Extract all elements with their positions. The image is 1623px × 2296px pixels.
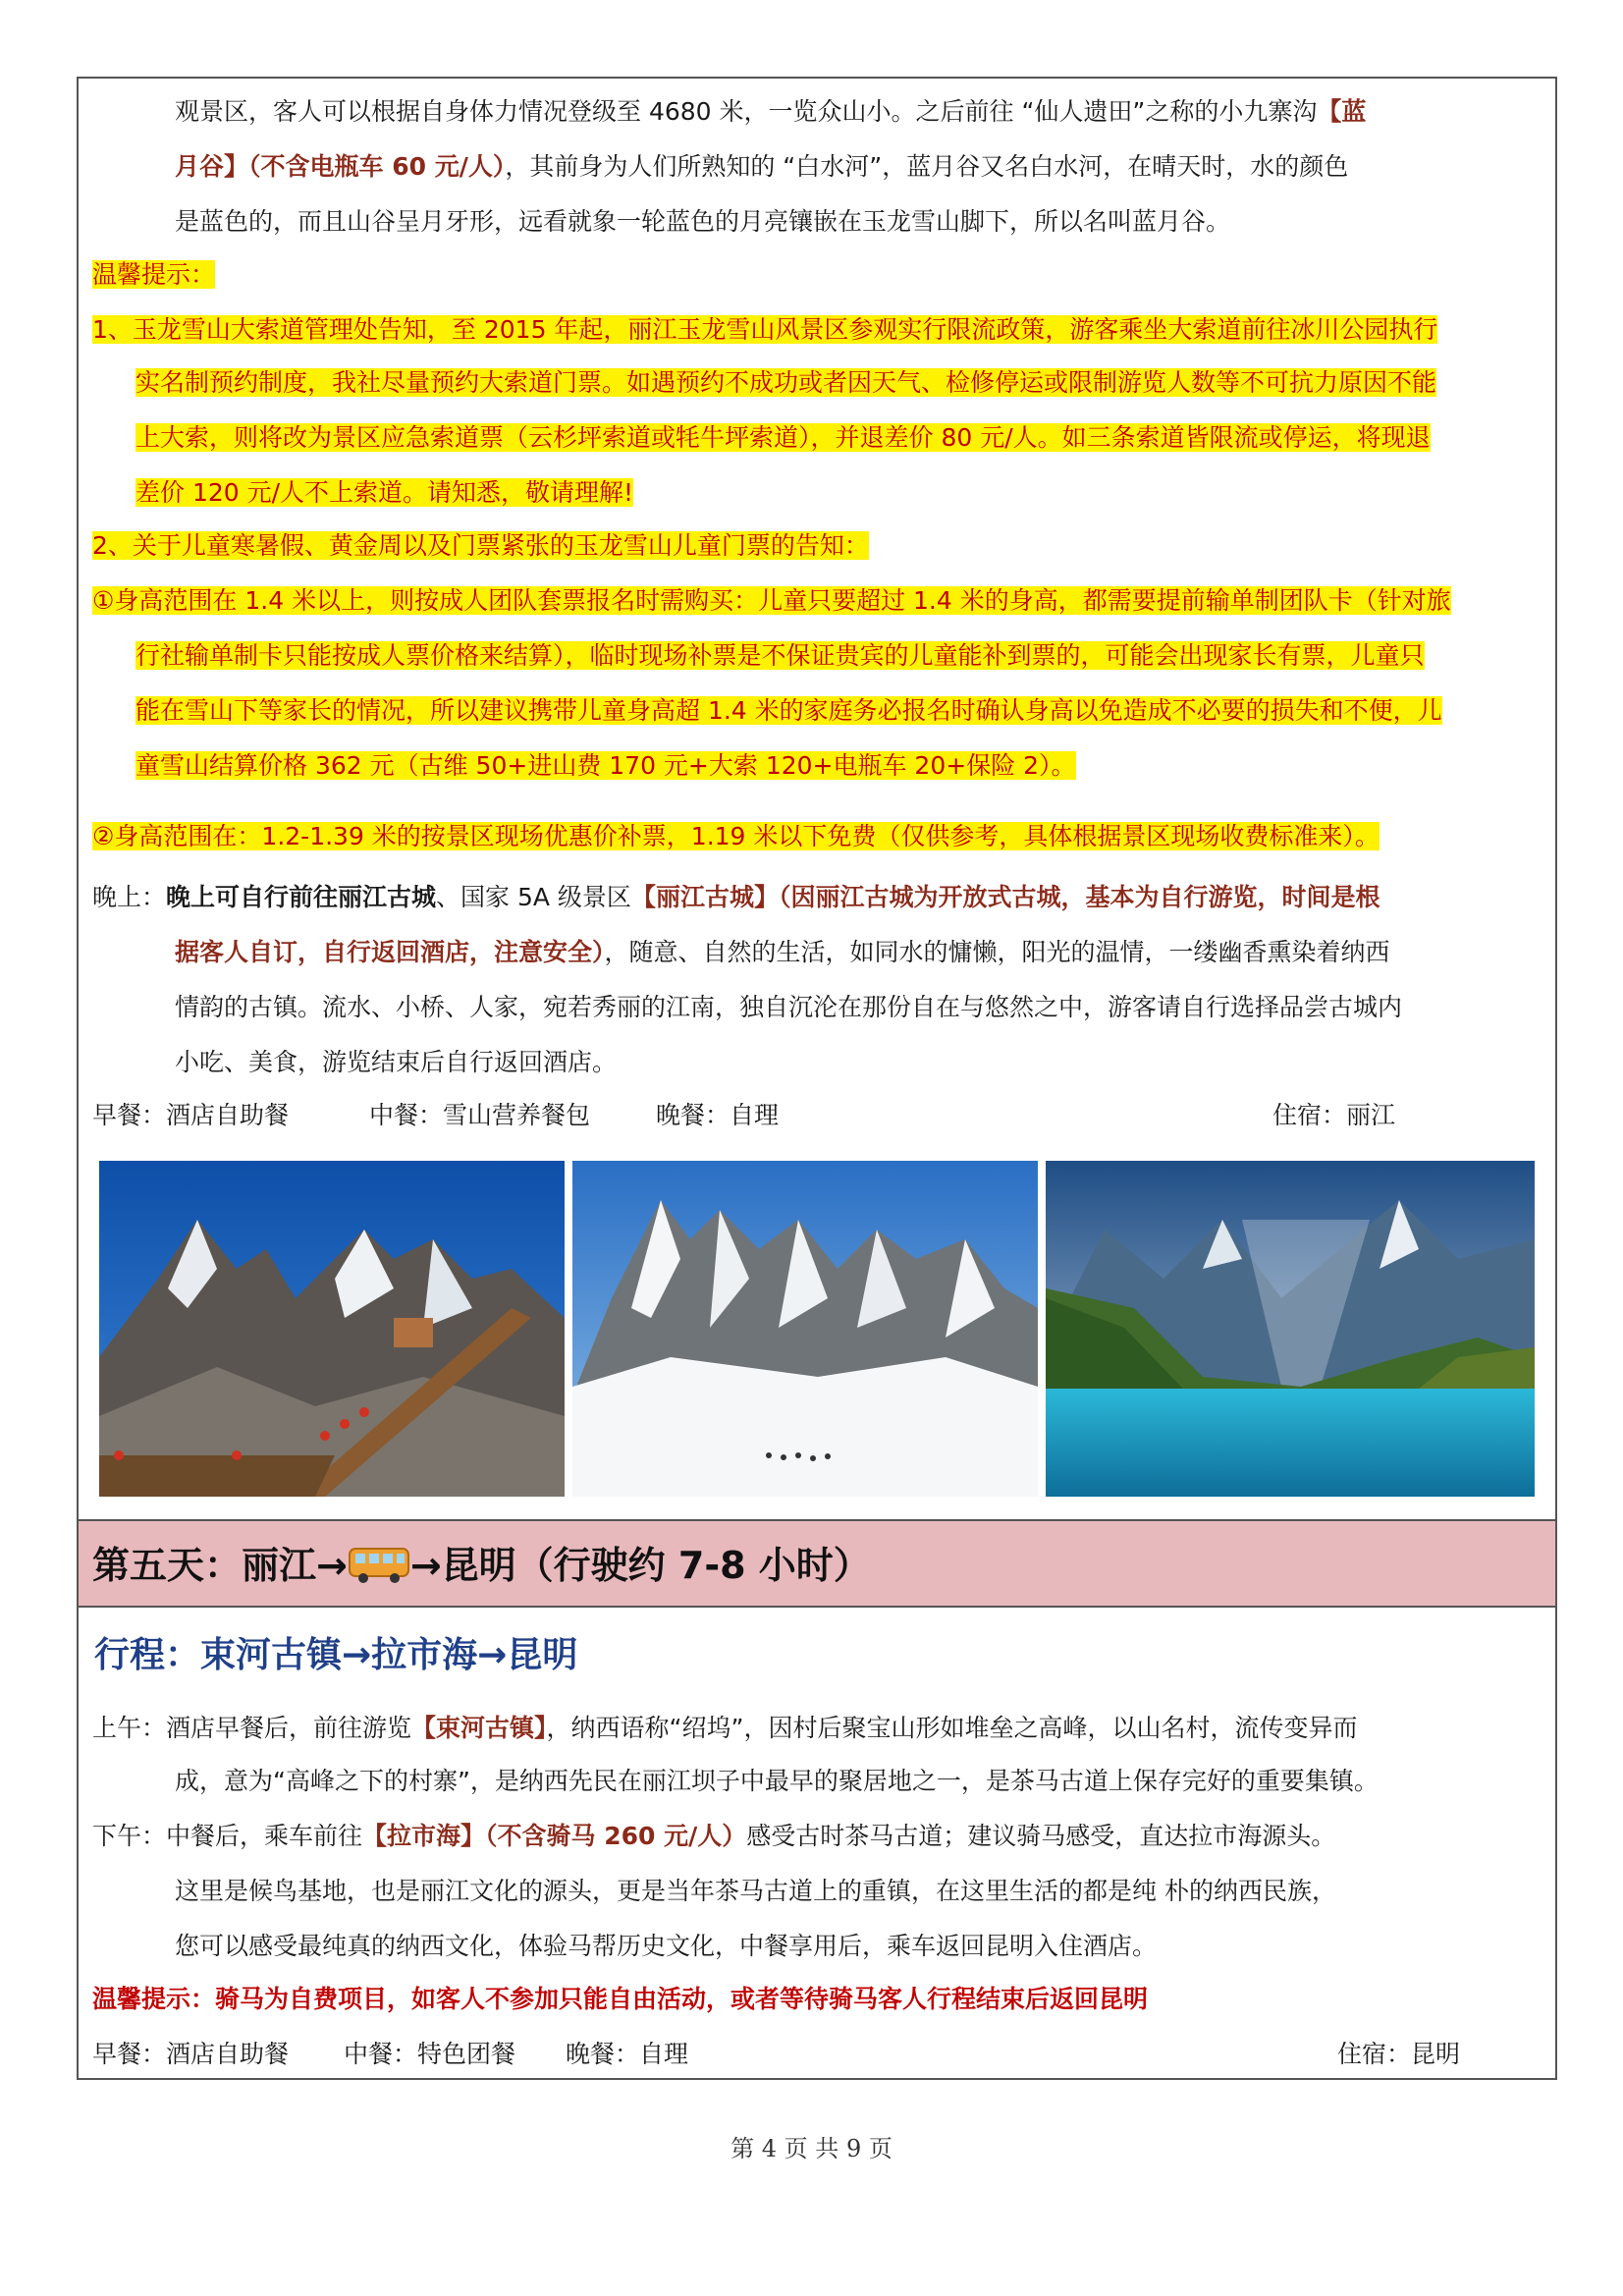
meal-lunch: 中餐：特色团餐 bbox=[344, 2040, 516, 2068]
meal-breakfast: 早餐：酒店自助餐 bbox=[92, 1101, 290, 1129]
afternoon-label: 下午： bbox=[92, 1822, 167, 1850]
intro-text: ，其前身为人们所熟知的 “白水河”，蓝月谷又名白水河，在晴天时，水的颜色 bbox=[505, 152, 1349, 181]
meal-dinner: 晚餐：自理 bbox=[656, 1101, 780, 1129]
page-number: 第 4 页 共 9 页 bbox=[730, 2135, 893, 2162]
intro-line-1 bbox=[175, 94, 1366, 130]
afternoon-line-2: 这里是候鸟基地，也是丽江文化的源头，更是当年茶马古道上的重镇，在这里生活的都是纯 朴的纳西民族， bbox=[175, 1877, 1336, 1905]
tip-3-line-3: 能在雪山下等家长的情况，所以建议携带儿童身高超 1.4 米的家庭务必报名时确认身高以免造成不必要的损失和不便，儿 bbox=[135, 696, 1442, 725]
tips-title: 温馨提示： bbox=[92, 260, 216, 289]
meal-dinner: 晚餐：自理 bbox=[566, 2040, 689, 2068]
day-5-title: 第五天：丽江→ →昆明（行驶约 7-8 小时） bbox=[92, 1535, 871, 1593]
morning-line-2: 成，意为“高峰之下的村寨”，是纳西先民在丽江坝子中最早的聚居地之一，是茶马古道上保存完好的重要集镇。 bbox=[175, 1767, 1379, 1795]
snow-mountain-glacier-photo bbox=[572, 1161, 1038, 1497]
shuhe-town-link: 【束河古镇】 bbox=[411, 1714, 547, 1742]
evening-label: 晚上： bbox=[92, 883, 167, 911]
tip-3-line-4: 童雪山结算价格 362 元（古维 50+进山费 170 元+大索 120+电瓶车 20+保险 2）。 bbox=[135, 751, 1076, 780]
accommodation: 住宿：昆明 bbox=[1337, 2040, 1461, 2068]
tip-3-line-1: ①身高范围在 1.4 米以上，则按成人团队套票报名时需购买：儿童只要超过 1.4 米的身高，都需要提前输单制团队卡（针对旅 bbox=[92, 586, 1451, 615]
lashi-lake-link: 【拉市海】（不含骑马 260 元/人） bbox=[362, 1822, 747, 1850]
tip-4: ②身高范围在：1.2-1.39 米的按景区现场优惠价补票，1.19 米以下免费（仅供参考，具体根据景区现场收费标准来）。 bbox=[92, 822, 1380, 850]
jade-dragon-mountain-stairs-photo bbox=[99, 1161, 565, 1497]
tip-1-line-2: 实名制预约制度，我社尽量预约大索道门票。如遇预约不成功或者因天气、检修停运或限制游览人数等不可抗力原因不能 bbox=[135, 368, 1437, 397]
afternoon-line-3: 您可以感受最纯真的纳西文化，体验马帮历史文化，中餐享用后，乘车返回昆明入住酒店。 bbox=[175, 1932, 1158, 1960]
tip-2: 2、关于儿童寒暑假、黄金周以及门票紧张的玉龙雪山儿童门票的告知： bbox=[92, 531, 869, 560]
evening-line-3: 情韵的古镇。流水、小桥、人家，宛若秀丽的江南，独自沉沦在那份自在与悠然之中，游客请自行选择品尝古城内 bbox=[175, 993, 1403, 1021]
evening-line-4: 小吃、美食，游览结束后自行返回酒店。 bbox=[175, 1048, 618, 1076]
intro-line-3: 是蓝色的，而且山谷呈月牙形，远看就象一轮蓝色的月亮镶嵌在玉龙雪山脚下，所以名叫蓝月谷。 bbox=[175, 207, 1231, 236]
lijiang-old-town-link: 【丽江古城】（因丽江古城为开放式古城，基本为自行游览，时间是根 bbox=[630, 883, 1380, 911]
evening-line-1: 晚上：晚上可自行前往丽江古城、国家 5A 级景区【丽江古城】（因丽江古城为开放式古城，基本为自行游览，时间是根 bbox=[92, 883, 1380, 911]
tip-1-line-3: 上大索，则将改为景区应急索道票（云杉坪索道或牦牛坪索道），并退差价 80 元/人。如三条索道皆限流或停运，将现退 bbox=[135, 423, 1431, 452]
afternoon-line-1: 下午：中餐后，乘车前往【拉市海】（不含骑马 260 元/人）感受古时茶马古道；建议骑马感受，直达拉市海源头。 bbox=[92, 1822, 1336, 1850]
blue-moon-valley-price: 月谷】（不含电瓶车 60 元/人） bbox=[175, 152, 506, 181]
tip-1-line-1: 1、玉龙雪山大索道管理处告知，至 2015 年起，丽江玉龙雪山风景区参观实行限流政策，游客乘坐大索道前往冰川公园执行 bbox=[92, 315, 1438, 344]
day-5-tip: 温馨提示：骑马为自费项目，如客人不参加只能自由活动，或者等待骑马客人行程结束后返回昆明 bbox=[92, 1985, 1149, 2013]
tip-3-line-2: 行社输单制卡只能按成人票价格来结算），临时现场补票是不保证贵宾的儿童能补到票的，可能会出现家长有票，儿童只 bbox=[135, 641, 1425, 670]
intro-line-2 bbox=[175, 149, 1348, 185]
blue-moon-valley-photo bbox=[1046, 1161, 1535, 1497]
meal-breakfast: 早餐：酒店自助餐 bbox=[92, 2040, 290, 2068]
meal-lunch: 中餐：雪山营养餐包 bbox=[369, 1101, 591, 1129]
accommodation: 住宿：丽江 bbox=[1272, 1101, 1396, 1129]
morning-label: 上午： bbox=[92, 1714, 167, 1742]
morning-line-1: 上午：酒店早餐后，前往游览【束河古镇】，纳西语称“绍坞”，因村后聚宝山形如堆垒之高峰，以山名村，流传变异而 bbox=[92, 1714, 1358, 1742]
blue-moon-valley-link: 【蓝 bbox=[1317, 97, 1367, 126]
intro-text: 观景区，客人可以根据自身体力情况登级至 4680 米，一览众山小。之后前往 “仙人遗田”之称的小九寨沟 bbox=[175, 97, 1318, 126]
bus-icon bbox=[348, 1545, 410, 1593]
day-5-header bbox=[79, 1519, 1555, 1608]
evening-line-2: 据客人自订，自行返回酒店，注意安全），随意、自然的生活，如同水的慵懒，阳光的温情，一缕幽香熏染着纳西 bbox=[175, 938, 1390, 966]
day-5-route: 行程：束河古镇→拉市海→昆明 bbox=[94, 1635, 578, 1675]
tip-1-line-4: 差价 120 元/人不上索道。请知悉，敬请理解! bbox=[135, 478, 634, 507]
